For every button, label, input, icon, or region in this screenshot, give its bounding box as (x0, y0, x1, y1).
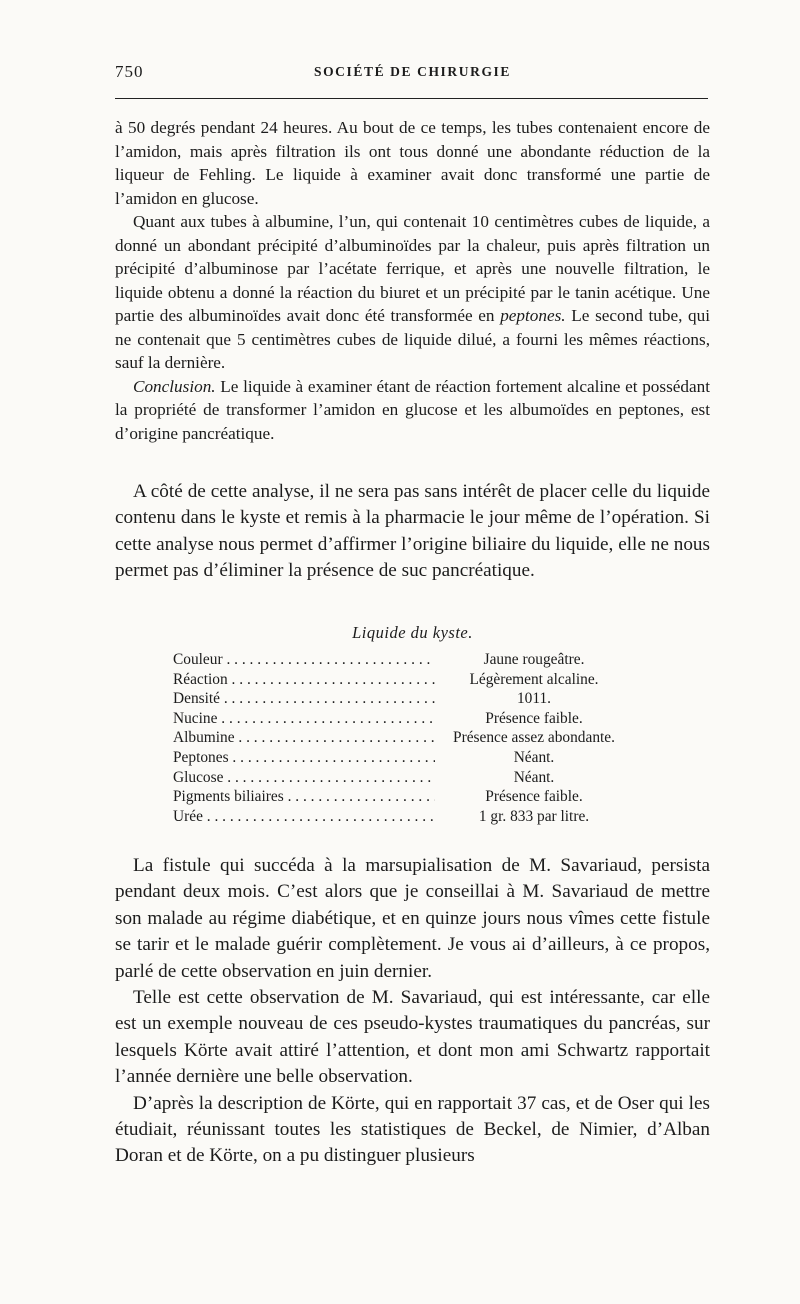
row-value: Néant. (513, 768, 555, 786)
italic-term: peptones. (500, 306, 566, 325)
body-large-text (115, 479, 710, 585)
row-value: 1011. (516, 690, 552, 708)
italic-term: Conclusion. (133, 376, 216, 396)
row-label: Glucose . . . (173, 768, 435, 788)
table-row (173, 650, 633, 670)
row-value: Jaune rougeâtre. (483, 651, 585, 668)
paragraph: La fistule qui succéda à la marsupialisation de M. Savariaud, persista pendant deux mois. C’est alors que je conseillai à M. Savariaud de mettre son malade au régime diabétique, et en quinze jours nous vîmes cette fistule se tarir et le malade guérir complètement. Je vous ai d’ailleurs, à ce propos, parlé de cette observation en juin dernier. (115, 855, 710, 982)
paragraph-text: Le liquide à examiner étant de réaction fortement alcaline et possédant la propriété de transformer l’amidon en glucose et les albumoïdes en peptones, est d’origine pancréatique. (115, 376, 710, 443)
row-label: Couleur . . . (173, 650, 435, 670)
row-value: Néant. (513, 748, 555, 766)
row-value: Présence faible. (485, 709, 583, 727)
paragraph-text: Le second tube, qui ne contenait que 5 centimètres cubes de liquide dilué, a fourni les mêmes réactions, sauf la dernière. (115, 306, 711, 372)
row-label: Réaction . . . (173, 670, 435, 690)
table-row (173, 787, 633, 807)
row-label: Peptones . . . (173, 748, 435, 768)
table-row (173, 728, 633, 748)
table-row (173, 768, 633, 788)
paragraph (115, 210, 710, 375)
paragraph: Telle est cette observation de M. Savariaud, qui est intéressante, car elle est un exemple nouveau de ces pseudo-kystes traumatiques du pancréas, sur lesquels Körte avait attiré l’attention, et dont mon ami Schwartz rapportait l’année dernière une belle observation. (115, 987, 710, 1088)
body-small-text (115, 116, 710, 445)
paragraph: A côté de cette analyse, il ne sera pas sans intérêt de placer celle du liquide contenu dans le kyste et remis à la pharmacie le jour même de l’opération. Si cette analyse nous permet d’affirmer l’origine biliaire du liquide, elle ne nous permet pas d’éliminer la présence de suc pancréatique. (115, 481, 710, 582)
table-row (173, 689, 633, 709)
analysis-title: Liquide du kyste. (352, 623, 473, 642)
table-row (173, 670, 633, 690)
row-label: Albumine . . . (173, 728, 435, 748)
row-label: Nucine . . . (173, 709, 435, 729)
header-rule (115, 98, 708, 99)
row-label: Pigments biliaires . . . (173, 787, 435, 807)
row-value: Présence assez abondante. (453, 729, 615, 747)
analysis-table (173, 650, 633, 826)
row-value: 1 gr. 833 par litre. (478, 807, 590, 825)
table-row (173, 709, 633, 729)
row-value: Présence faible. (485, 788, 583, 806)
row-label: Urée . . . (173, 807, 435, 827)
table-row (173, 748, 633, 768)
page-number: 750 (115, 62, 144, 81)
body-large-text (115, 853, 710, 1170)
row-value: Légèrement alcaline. (469, 670, 599, 688)
row-label: Densité . . . (173, 689, 435, 709)
paragraph (115, 375, 710, 446)
paragraph: à 50 degrés pendant 24 heures. Au bout de ce temps, les tubes contenaient encore de l’amidon, mais après filtration ils ont tous donné une abondante réduction de la liqueur de Fehling. Le liquide à examiner avait donc transformé une partie de l’amidon en glucose. (115, 118, 710, 208)
page-header (115, 62, 710, 84)
paragraph: D’après la description de Körte, qui en rapportait 37 cas, et de Oser qui les étudiait, réunissant toutes les statistiques de Beckel, de Nimier, d’Alban Doran et de Körte, on a pu distinguer plusieurs (115, 1092, 710, 1167)
paragraph-text: Quant aux tubes à albumine, l’un, qui contenait 10 centimètres cubes de liquide, a donné un abondant précipité d’albuminoïdes par la chaleur, puis après filtration un précipité d’albuminose par l’acétate ferrique, et après une nouvelle filtration, le liquide obtenu a donné la réaction du biuret et un précipité par le tanin acétique. Une partie des albuminoïdes avait donc été transformée en (115, 212, 710, 325)
table-row (173, 807, 633, 827)
running-title: SOCIÉTÉ DE CHIRURGIE (313, 64, 512, 79)
